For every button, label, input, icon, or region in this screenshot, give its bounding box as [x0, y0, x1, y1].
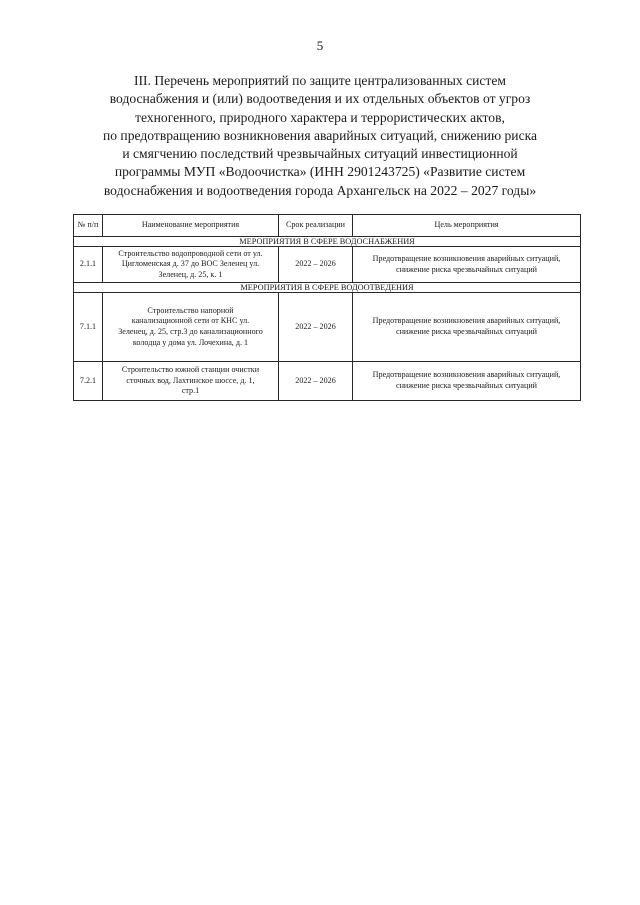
name-line: Строительство южной станции очистки — [121, 365, 260, 375]
name-line: стр.1 — [181, 386, 200, 396]
row-number: 7.1.1 — [74, 293, 103, 362]
title-line: техногенного, природного характера и террористических актов, — [135, 109, 505, 125]
section-title: МЕРОПРИЯТИЯ В СФЕРЕ ВОДОСНАБЖЕНИЯ — [74, 237, 581, 247]
goal-line: Предотвращение возникновения аварийных ситуаций, — [372, 370, 561, 380]
row-goal — [353, 362, 581, 401]
title-line: водоснабжения и (или) водоотведения и их отдельных объектов от угроз — [109, 91, 531, 107]
table-header-row — [74, 215, 581, 237]
goal-line: Предотвращение возникновения аварийных ситуаций, — [372, 316, 561, 326]
row-name — [103, 362, 279, 401]
header-goal: Цель мероприятия — [353, 215, 581, 237]
title-line: и смягчению последствий чрезвычайных ситуаций инвестиционной — [122, 146, 518, 162]
name-line: сточных вод, Лахтинское шоссе, д. 1, — [126, 375, 255, 385]
name-line: Строительство водопроводной сети от ул. — [118, 248, 263, 258]
title-line: программы МУП «Водоочистка» (ИНН 2901243725) «Развитие систем — [114, 164, 526, 180]
name-line: Зеленец, д. 25, к. 1 — [158, 269, 223, 279]
row-goal — [353, 247, 581, 283]
header-number: № п/п — [74, 215, 103, 237]
measures-table — [73, 214, 581, 401]
row-term: 2022 – 2026 — [279, 247, 353, 283]
row-name — [103, 293, 279, 362]
row-term: 2022 – 2026 — [279, 293, 353, 362]
header-term: Срок реализации — [279, 215, 353, 237]
row-name — [103, 247, 279, 283]
row-number: 7.2.1 — [74, 362, 103, 401]
name-line: Цигломенская д. 37 до ВОС Зеленец ул. — [121, 259, 260, 269]
name-line: колодца у дома ул. Лочехина, д. 1 — [132, 337, 249, 347]
name-line: Зеленец, д. 25, стр.3 до канализационного — [118, 327, 263, 336]
section-row-water-supply — [74, 237, 581, 247]
name-line: Строительство напорной — [147, 305, 234, 315]
title-line: по предотвращению возникновения аварийных ситуаций, снижению риска — [102, 127, 538, 143]
table-row — [74, 293, 581, 362]
goal-line: снижение риска чрезвычайных ситуаций — [396, 327, 537, 336]
row-term: 2022 – 2026 — [279, 362, 353, 401]
table-row — [74, 362, 581, 401]
section-row-water-disposal — [74, 283, 581, 293]
title-line: водоснабжения и водоотведения города Архангельск на 2022 – 2027 годы» — [103, 182, 537, 198]
name-line: канализационной сети от КНС ул. — [131, 316, 250, 326]
row-number: 2.1.1 — [74, 247, 103, 283]
header-name: Наименование мероприятия — [103, 215, 279, 237]
section-title: МЕРОПРИЯТИЯ В СФЕРЕ ВОДООТВЕДЕНИЯ — [74, 283, 581, 293]
goal-line: снижение риска чрезвычайных ситуаций — [396, 264, 537, 274]
title-line: III. Перечень мероприятий по защите централизованных систем — [133, 73, 507, 88]
goal-line: снижение риска чрезвычайных ситуаций — [396, 381, 537, 390]
page-number: 5 — [316, 38, 324, 53]
goal-line: Предотвращение возникновения аварийных ситуаций, — [372, 253, 561, 263]
table-row — [74, 247, 581, 283]
row-goal — [353, 293, 581, 362]
document-title — [60, 72, 580, 200]
